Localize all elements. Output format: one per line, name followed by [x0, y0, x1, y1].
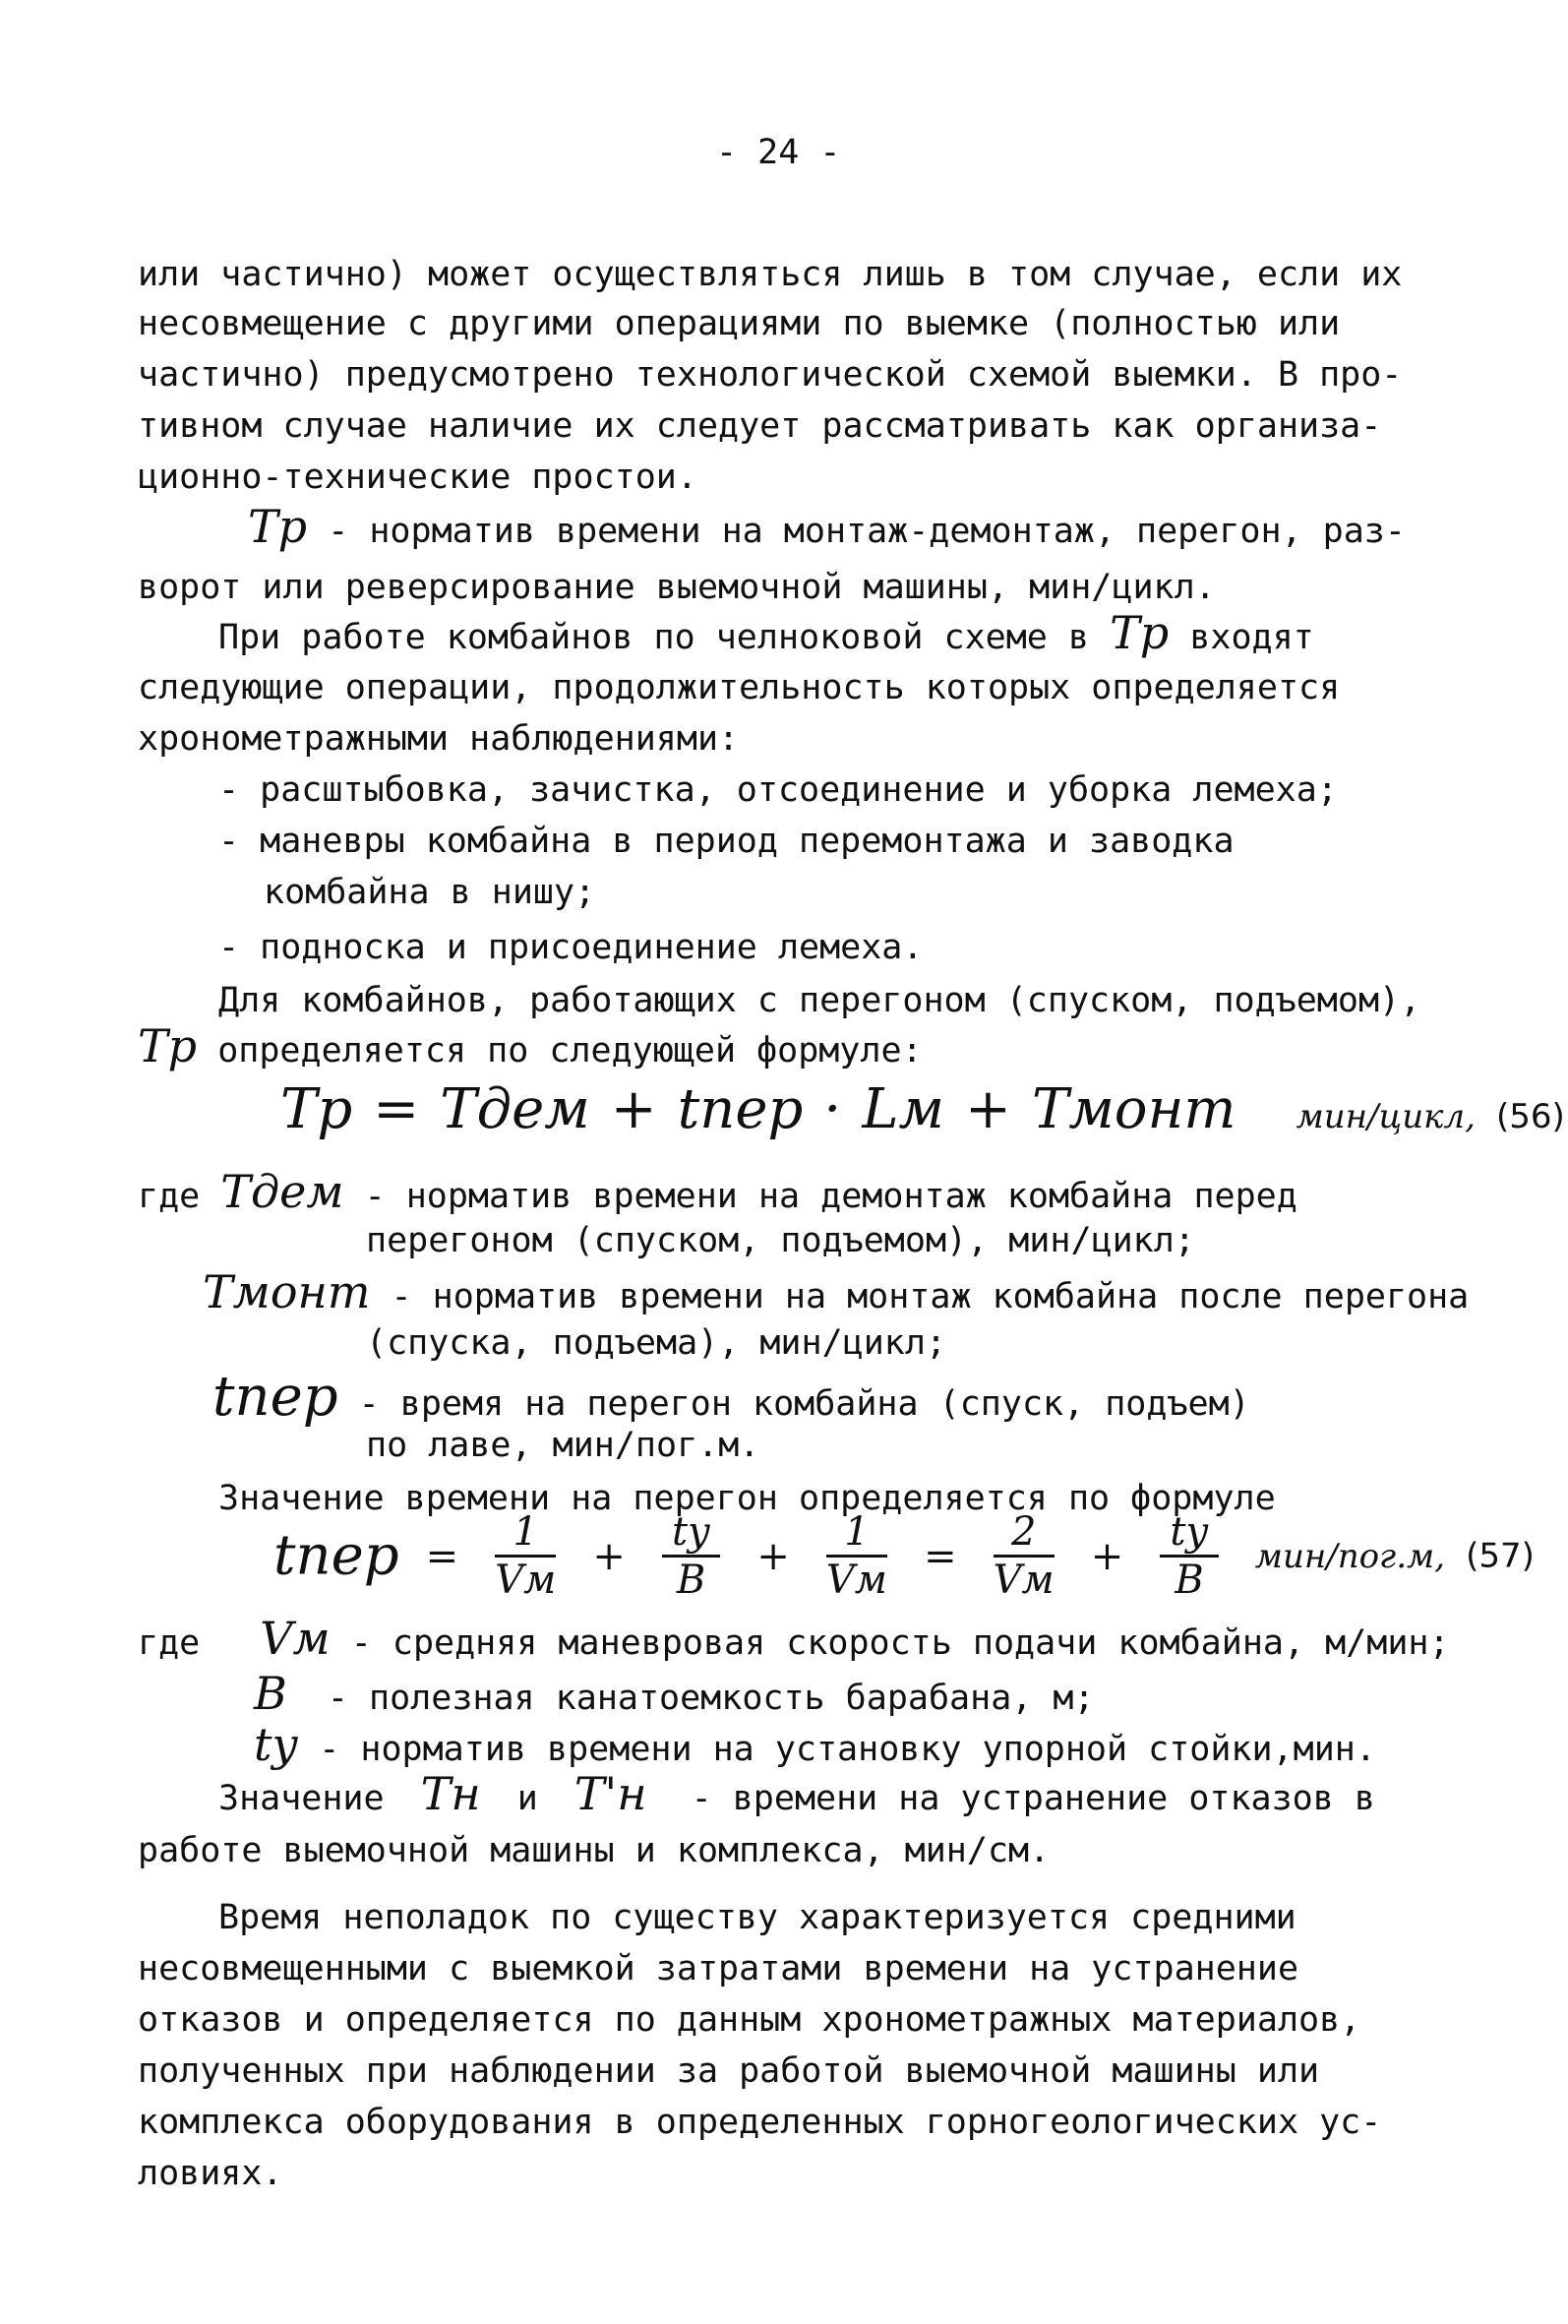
f57-frac5-num: tу [1160, 1511, 1218, 1558]
def-tdem-line2: перегоном (спуском, подъемом), мин/цикл; [366, 1221, 1195, 1260]
formula-57 [273, 1511, 1535, 1601]
f57-frac5 [1160, 1511, 1218, 1601]
f57-plus1: + [592, 1533, 626, 1579]
ty-text: - норматив времени на установку упорной стойки,мин. [319, 1730, 1376, 1769]
f56-plus2: + [965, 1077, 1011, 1141]
bullet-2-cont: комбайна в нишу; [264, 873, 596, 912]
where-57: где [138, 1623, 201, 1663]
f56-dot: · [823, 1077, 842, 1141]
def-vm [138, 1612, 1450, 1665]
para1-line2: несовмещение с другими операциями по выемке (полностью или [138, 304, 1341, 343]
th-word: Значение [218, 1779, 385, 1818]
tmont-text1: - норматив времени на монтаж комбайна после перегона [391, 1277, 1470, 1316]
shuttle-line3: хронометражными наблюдениями: [138, 719, 740, 759]
f56-number: (56) [1495, 1097, 1565, 1136]
para1-line1: или частично) может осуществляться лишь в том случае, если их [138, 255, 1403, 294]
page-number: - 24 - [716, 133, 841, 172]
def-tper-line2: по лаве, мин/пог.м. [366, 1426, 760, 1465]
f57-frac4 [994, 1511, 1055, 1601]
f57-frac1-num: 1 [495, 1511, 556, 1558]
f57-frac2-num: tу [662, 1511, 720, 1558]
shuttle-text-b: входят [1189, 618, 1314, 657]
f57-frac3 [826, 1511, 887, 1601]
bullet-1: - расштыбовка, зачистка, отсоединение и уборка лемеха; [218, 770, 1338, 810]
def-tper-line1 [212, 1365, 1250, 1429]
tper-symbol: tпер [212, 1365, 338, 1429]
f57-eq1: = [425, 1533, 459, 1579]
th-line2: работе выемочной машины и комплекса, мин/см. [138, 1831, 1051, 1870]
intro57: Значение времени на перегон определяется по формуле [218, 1479, 1276, 1518]
f56-term3: Lм [862, 1077, 944, 1141]
f57-plus3: + [1090, 1533, 1124, 1579]
th-rest: - времени на устранение отказов в [691, 1779, 1375, 1818]
def-tmont-line1 [203, 1265, 1470, 1318]
def-tmont-line2: (спуска, подъема), мин/цикл; [366, 1323, 947, 1363]
where-56: где [138, 1177, 201, 1216]
th-symbol1: Tн [420, 1767, 481, 1820]
f56-plus1: + [610, 1077, 657, 1141]
bullet-2: - маневры комбайна в период перемонтажа и заводка [218, 822, 1235, 861]
f57-frac5-den: B [1175, 1558, 1204, 1603]
final-line5: комплекса оборудования в определенных горногеологических ус- [138, 2103, 1382, 2142]
f57-frac2 [662, 1511, 720, 1601]
def-ty [254, 1718, 1376, 1771]
tper-text1: - время на перегон комбайна (спуск, подъем) [358, 1384, 1250, 1424]
f57-lhs: tпер [273, 1523, 399, 1588]
f57-frac4-num: 2 [994, 1511, 1055, 1558]
f57-frac2-den: B [676, 1558, 706, 1603]
def-b [254, 1667, 1095, 1720]
f57-frac1 [495, 1511, 556, 1601]
intro56-line1: Для комбайнов, работающих с перегоном (спуском, подъемом), [218, 981, 1421, 1020]
final-line6: ловиях. [138, 2154, 283, 2193]
f57-plus2: + [756, 1533, 790, 1579]
th-line1 [218, 1767, 1375, 1820]
final-line4: полученных при наблюдении за работой выемочной машины или [138, 2051, 1320, 2091]
f57-frac4-den: Vм [993, 1558, 1055, 1603]
shuttle-line1 [218, 606, 1314, 659]
b-text: - полезная канатоемкость барабана, м; [327, 1679, 1095, 1718]
shuttle-text-a: При работе комбайнов по челноковой схеме в [218, 618, 1090, 657]
f57-eq2: = [924, 1533, 957, 1579]
f57-frac1-den: Vм [495, 1558, 557, 1603]
def-tdem-line1 [138, 1165, 1297, 1218]
final-line2: несовмещенными с выемкой затратами времени на устранение [138, 1949, 1299, 1988]
f56-term2: tпер [677, 1077, 804, 1141]
f57-frac3-den: Vм [825, 1558, 887, 1603]
th-symbol2: T'н [573, 1767, 647, 1820]
b-symbol: B [254, 1667, 287, 1720]
f56-unit: мин/цикл, [1296, 1097, 1476, 1136]
f57-unit: мин/пог.м, [1254, 1536, 1446, 1576]
f56-term4: Tмонт [1032, 1077, 1236, 1141]
formula-56 [280, 1077, 1565, 1141]
tr-symbol-intro: Tр [138, 1019, 198, 1072]
tr-symbol-inline: Tр [1110, 606, 1170, 659]
ty-symbol: tу [254, 1718, 299, 1771]
tr-def-text1: - норматив времени на монтаж-демонтаж, перегон, раз- [328, 512, 1406, 551]
vm-symbol: Vм [260, 1612, 331, 1665]
tdem-text1: - норматив времени на демонтаж комбайна перед [364, 1177, 1297, 1216]
final-line3: отказов и определяется по данным хронометражных материалов, [138, 2000, 1361, 2040]
para1-line4: тивном случае наличие их следует рассматривать как организа- [138, 406, 1382, 446]
tmont-symbol: Tмонт [203, 1265, 371, 1318]
f57-number: (57) [1466, 1536, 1535, 1576]
intro56-text: определяется по следующей формуле: [217, 1031, 923, 1070]
th-and: и [516, 1779, 538, 1818]
final-line1: Время неполадок по существу характеризуется средними [218, 1898, 1297, 1937]
tr-def-line1 [248, 500, 1406, 553]
tr-def-line2: ворот или реверсирование выемочной машины, мин/цикл. [138, 568, 1216, 607]
f56-eq: = [373, 1077, 420, 1141]
intro56-line2 [138, 1019, 923, 1072]
vm-text: - средняя маневровая скорость подачи комбайна, м/мин; [350, 1623, 1450, 1663]
bullet-3: - подноска и присоединение лемеха. [218, 928, 924, 967]
para1-line3: частично) предусмотрено технологической схемой выемки. В про- [138, 355, 1403, 395]
f57-frac3-num: 1 [826, 1511, 887, 1558]
shuttle-line2: следующие операции, продолжительность которых определяется [138, 668, 1341, 707]
tdem-symbol: Tдем [220, 1165, 344, 1218]
f56-lhs: Tр [280, 1077, 353, 1141]
tr-symbol: Tр [248, 500, 308, 553]
para1-line5: ционно-технические простои. [138, 458, 697, 497]
f56-term1: Tдем [440, 1077, 590, 1141]
